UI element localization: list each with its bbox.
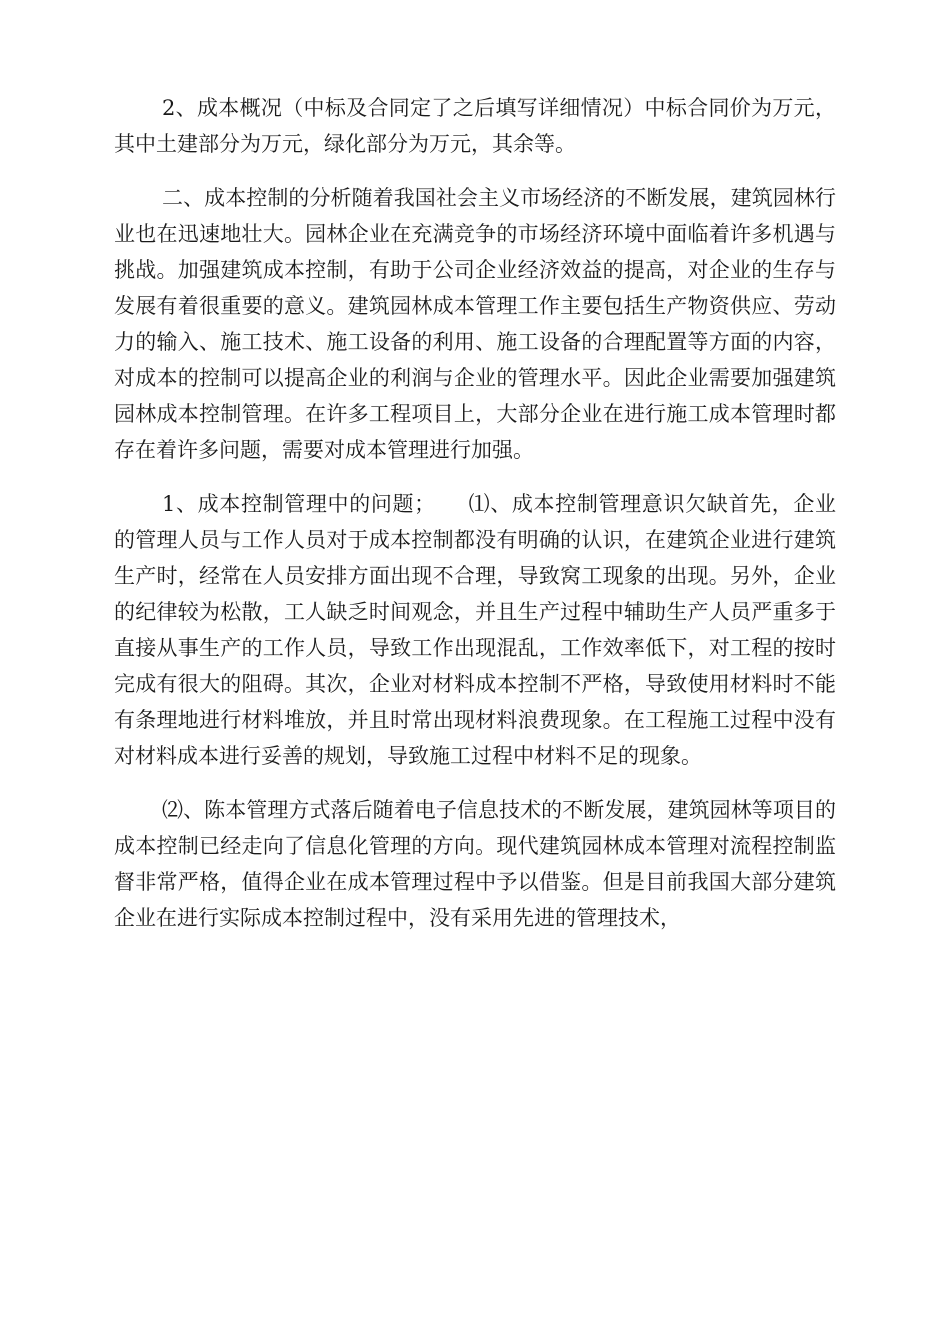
paragraph-cost-control-analysis: 二、成本控制的分析随着我国社会主义市场经济的不断发展，建筑园林行业也在迅速地壮大。园林企业在充满竞争的市场经济环境中面临着许多机遇与挑战。加强建筑成本控制，有助于公司企业经济效益的提高，对企业的生存与发展有着很重要的意义。建筑园林成本管理工作主要包括生产物资供应、劳动力的输入、施工技术、施工设备的利用、施工设备的合理配置等方面的内容，对成本的控制可以提高企业的利润与企业的管理水平。因此企业需要加强建筑园林成本控制管理。在许多工程项目上，大部分企业在进行施工成本管理时都存在着许多问题，需要对成本管理进行加强。 [114,186,836,462]
document-body [114,90,836,954]
paragraph-outdated-management: ⑵、陈本管理方式落后随着电子信息技术的不断发展，建筑园林等项目的成本控制已经走向了信息化管理的方向。现代建筑园林成本管理对流程控制监督非常严格，值得企业在成本管理过程中予以借鉴。但是目前我国大部分建筑企业在进行实际成本控制过程中，没有采用先进的管理技术， [114,798,836,930]
paragraph-cost-control-problems: 1、成本控制管理中的问题； ⑴、成本控制管理意识欠缺首先，企业的管理人员与工作人员对于成本控制都没有明确的认识，在建筑企业进行建筑生产时，经常在人员安排方面出现不合理，导致窝工现象的出现。另外，企业的纪律较为松散，工人缺乏时间观念，并且生产过程中辅助生产人员严重多于直接从事生产的工作人员，导致工作出现混乱，工作效率低下，对工程的按时完成有很大的阻碍。其次，企业对材料成本控制不严格，导致使用材料时不能有条理地进行材料堆放，并且时常出现材料浪费现象。在工程施工过程中没有对材料成本进行妥善的规划，导致施工过程中材料不足的现象。 [114,492,836,768]
paragraph-cost-overview: 2、成本概况（中标及合同定了之后填写详细情况）中标合同价为万元，其中土建部分为万元，绿化部分为万元，其余等。 [114,96,836,156]
